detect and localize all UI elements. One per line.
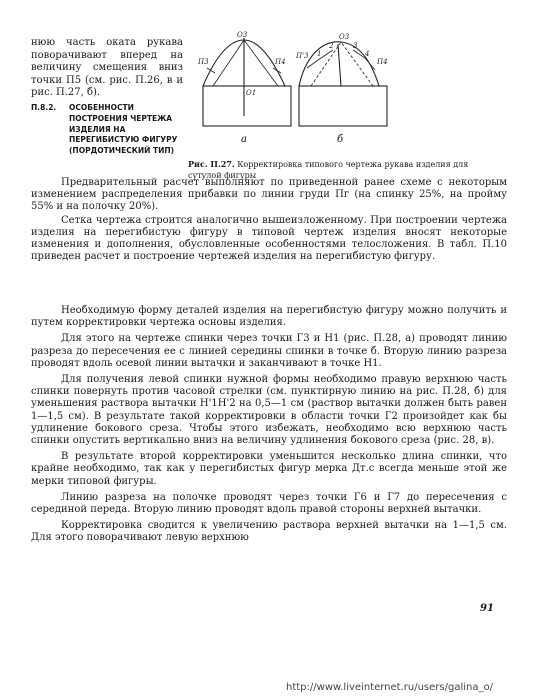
caption-text: Корректировка типового чертежа рукава изделия для сутулой фигуры (188, 160, 469, 180)
page-number: 91 (480, 603, 494, 614)
paragraph: Корректировка сводится к увеличению раствора верхней вытачки на 1—1,5 см. Для этого поворачивают левую верхнюю (31, 520, 507, 544)
figure-b-label: б (337, 134, 344, 145)
sleeve-figure (193, 28, 493, 178)
paragraph: Сетка чертежа строится аналогично вышеизложенному. При построении чертежа изделия на перегибистую фигуру в типовой чертеж изделия вносят некоторые изменения и дополнения, обусловленные особенностями телосложения. В табл. П.10 приведен расчет и построение чертежей изделия на перегибистую фигуру. (31, 214, 507, 263)
body-top (31, 177, 507, 264)
figure-a-drawing (203, 38, 291, 126)
paragraph: Необходимую форму деталей изделия на перегибистую фигуру можно получить и путем корректировки чертежа основы изделия. (31, 305, 507, 329)
intro-paragraph: нюю часть оката рукава поворачивают вперед на величину смещения вниз точки П5 (см. рис. П.26, в и рис. П.27, б). (31, 37, 183, 99)
figure-b-rect (299, 86, 387, 126)
point-label-b-6: 4 (365, 50, 370, 58)
point-label-b-0: П'3 (296, 52, 309, 60)
watermark-url[interactable]: http://www.liveinternet.ru/users/galina_o/ (286, 682, 493, 693)
figure-b-axis (338, 44, 341, 86)
point-label-a-3: О1 (246, 89, 257, 97)
point-label-a-2: П4 (275, 58, 286, 66)
paragraph: Для получения левой спинки нужной формы необходимо правую верхнюю часть спинки повернуть против часовой стрелки (см. пунктирную линию на рис. П.28, б) для уменьшения раствора вытачки Н'1Н'2 на 0,5—1 см (раствор вытачки должен быть равен 1—1,5 см). В результате такой корректировки в области точки Г2 произойдет как бы удлинение бокового среза. Чтобы этого избежать, необходимо всю верхнюю часть спинки опустить вертикально вниз на величину удлинения бокового среза (рис. 28, в). (31, 374, 507, 447)
figure-a-label: а (241, 134, 247, 145)
point-label-b-4: 2 (329, 42, 334, 50)
point-label-b-3: 1 (317, 50, 322, 58)
section-title: ОСОБЕННОСТИ ПОСТРОЕНИЯ ЧЕРТЕЖА ИЗДЕЛИЯ НА ПЕРЕГИБИСТУЮ ФИГУРУ (ПОРДОТИЧЕСКИЙ ТИП) (69, 103, 178, 156)
caption-lead: Рис. П.27. (188, 159, 235, 169)
figure-b-guides (311, 42, 373, 86)
paragraph: Предварительный расчет выполняют по приведенной ранее схеме с некоторым изменением распределения прибавки по линии груди Пг (на спинку 25%, на пройму 55% и на полочку 20%). (31, 177, 507, 213)
figure-a-guides (213, 40, 278, 86)
body-main (31, 305, 507, 549)
figure-b-drawing (299, 42, 387, 126)
point-label-b-2: П4 (377, 58, 388, 66)
point-label-a-1: П3 (198, 58, 209, 66)
section-number: П.8.2. (31, 103, 57, 112)
point-label-a-0: О3 (237, 31, 248, 39)
paragraph: В результате второй корректировки уменьшится несколько длина спинки, что крайне необходимо, так как у перегибистых фигур мерка Дт.с всегда меньше этой же мерки типовой фигуры. (31, 451, 507, 487)
point-label-b-5: 3 (353, 42, 358, 50)
point-label-b-1: О3 (339, 33, 350, 41)
paragraph: Линию разреза на полочке проводят через точки Г6 и Г7 до пересечения с серединой переда. Вторую линию проводят вдоль правой стороны верхней вытачки. (31, 491, 507, 516)
paragraph: Для этого на чертеже спинки через точки Г3 и Н1 (рис. П.28, а) проводят линию разреза до пересечения ее с линией середины спинки в точке б. Вторую линию разреза проводят вдоль осевой линии вытачки и заканчивают в точке Н1. (31, 333, 507, 369)
